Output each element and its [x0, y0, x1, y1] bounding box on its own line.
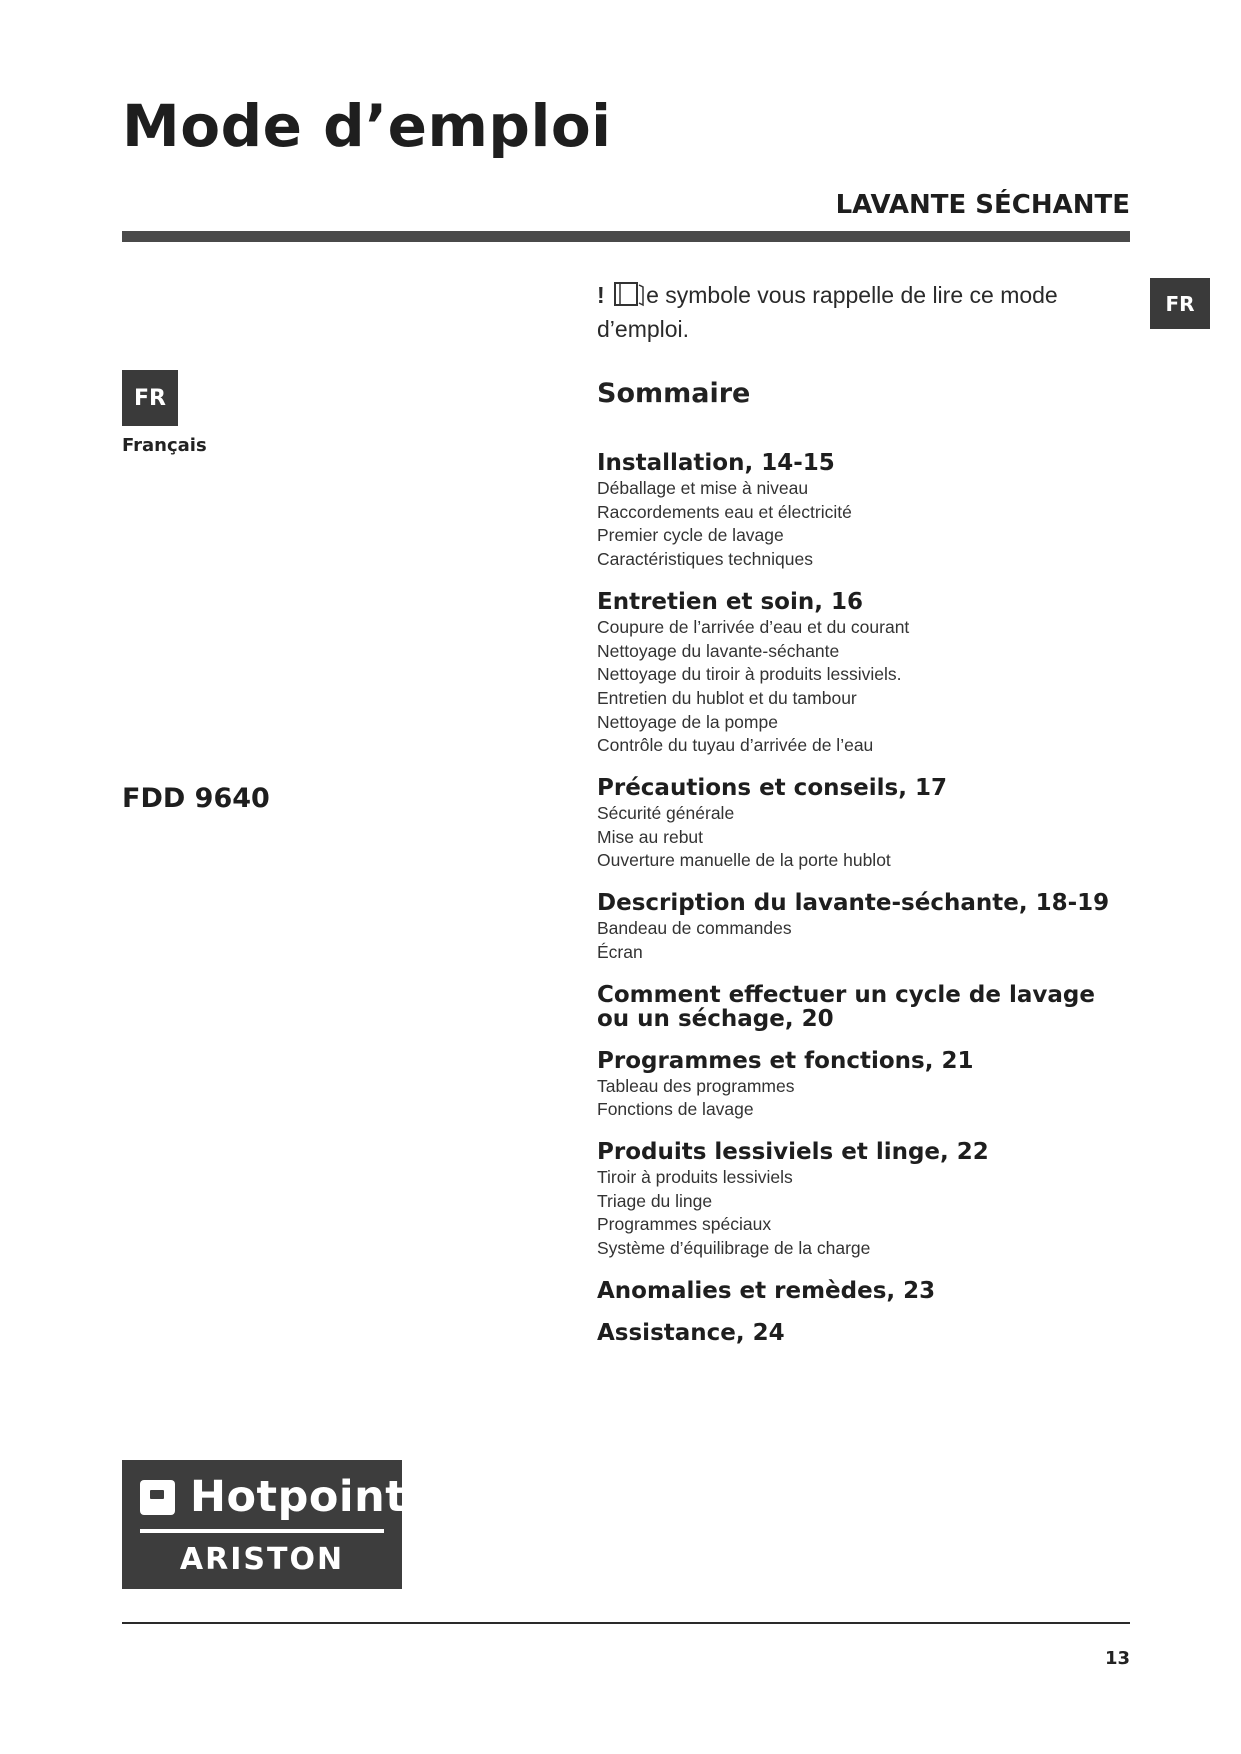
logo-brand-bottom: ARISTON: [179, 1542, 345, 1577]
toc-section: [597, 1279, 1117, 1303]
toc-item: Triage du linge: [597, 1190, 713, 1211]
page-title: Mode d’emploi: [122, 92, 612, 160]
toc-item: Raccordements eau et électricité: [597, 501, 852, 522]
toc-item: Contrôle du tuyau d’arrivée de l’eau: [597, 735, 874, 756]
toc-section: [597, 451, 1117, 572]
toc-item: Fonctions de lavage: [597, 1099, 754, 1120]
toc-section: [597, 590, 1117, 758]
toc-section: [597, 983, 1117, 1031]
toc-item: Coupure de l’arrivée d’eau et du courant: [597, 616, 910, 637]
toc-section: [597, 1049, 1117, 1122]
toc-section: [597, 891, 1117, 964]
page-number: 13: [1104, 1648, 1130, 1669]
toc-section-title: Produits lessiviels et linge, 22: [597, 1138, 989, 1165]
toc-item: Sécurité générale: [597, 803, 735, 824]
toc-section-title: Assistance, 24: [597, 1319, 785, 1346]
table-of-contents: [597, 378, 1117, 1363]
toc-section: [597, 1321, 1117, 1345]
toc-section-title: Installation, 14-15: [597, 450, 835, 476]
toc-item: Bandeau de commandes: [597, 918, 792, 939]
product-type-heading: LAVANTE SÉCHANTE: [835, 190, 1130, 220]
toc-item: Système d’équilibrage de la charge: [597, 1238, 871, 1259]
toc-section-items: [597, 917, 1117, 964]
toc-item: Nettoyage de la pompe: [597, 711, 778, 732]
brand-logo: [122, 1460, 407, 1589]
model-number: FDD 9640: [122, 783, 270, 814]
toc-section-title: Comment effectuer un cycle de lavage ou un séchage, 20: [597, 981, 1095, 1032]
toc-section-title: Anomalies et remèdes, 23: [597, 1277, 936, 1304]
language-name: Français: [122, 435, 207, 456]
toc-item: Écran: [597, 941, 643, 962]
toc-section-items: [597, 616, 1117, 758]
logo-mark-icon: [140, 1480, 175, 1515]
toc-sections: [597, 451, 1117, 1345]
toc-section-title: Précautions et conseils, 17: [597, 775, 947, 802]
toc-item: Nettoyage du lavante-séchante: [597, 640, 840, 661]
toc-item: Programmes spéciaux: [597, 1214, 772, 1235]
header-rule: [122, 231, 1130, 242]
toc-section-items: [597, 477, 1117, 572]
toc-heading: Sommaire: [597, 378, 751, 409]
toc-item: Mise au rebut: [597, 826, 704, 847]
toc-section-items: [597, 1166, 1117, 1261]
toc-item: Nettoyage du tiroir à produits lessiviels.: [597, 664, 902, 685]
logo-brand-top: Hotpoint: [190, 1472, 407, 1522]
notice-text: e symbole vous rappelle de lire ce mode d’emploi.: [597, 282, 1058, 342]
toc-section-items: [597, 802, 1117, 873]
toc-item: Caractéristiques techniques: [597, 549, 813, 570]
toc-section-title: Entretien et soin, 16: [597, 588, 863, 615]
toc-item: Premier cycle de lavage: [597, 525, 784, 546]
toc-item: Ouverture manuelle de la porte hublot: [597, 850, 891, 871]
notice-exclamation: !: [597, 282, 605, 308]
toc-section: [597, 776, 1117, 873]
toc-item: Entretien du hublot et du tambour: [597, 687, 857, 708]
toc-section-items: [597, 1075, 1117, 1122]
toc-item: Tiroir à produits lessiviels: [597, 1166, 793, 1187]
language-badge: FR: [122, 370, 178, 426]
side-language-tab: FR: [1150, 278, 1210, 329]
manual-notice: [597, 278, 1077, 346]
toc-section-title: Description du lavante-séchante, 18-19: [597, 890, 1110, 917]
logo-divider: [140, 1529, 384, 1533]
toc-section: [597, 1140, 1117, 1261]
footer-rule: [122, 1622, 1130, 1624]
toc-item: Tableau des programmes: [597, 1075, 795, 1096]
book-icon: [613, 281, 645, 307]
toc-item: Déballage et mise à niveau: [597, 478, 809, 498]
toc-section-title: Programmes et fonctions, 21: [597, 1047, 974, 1074]
